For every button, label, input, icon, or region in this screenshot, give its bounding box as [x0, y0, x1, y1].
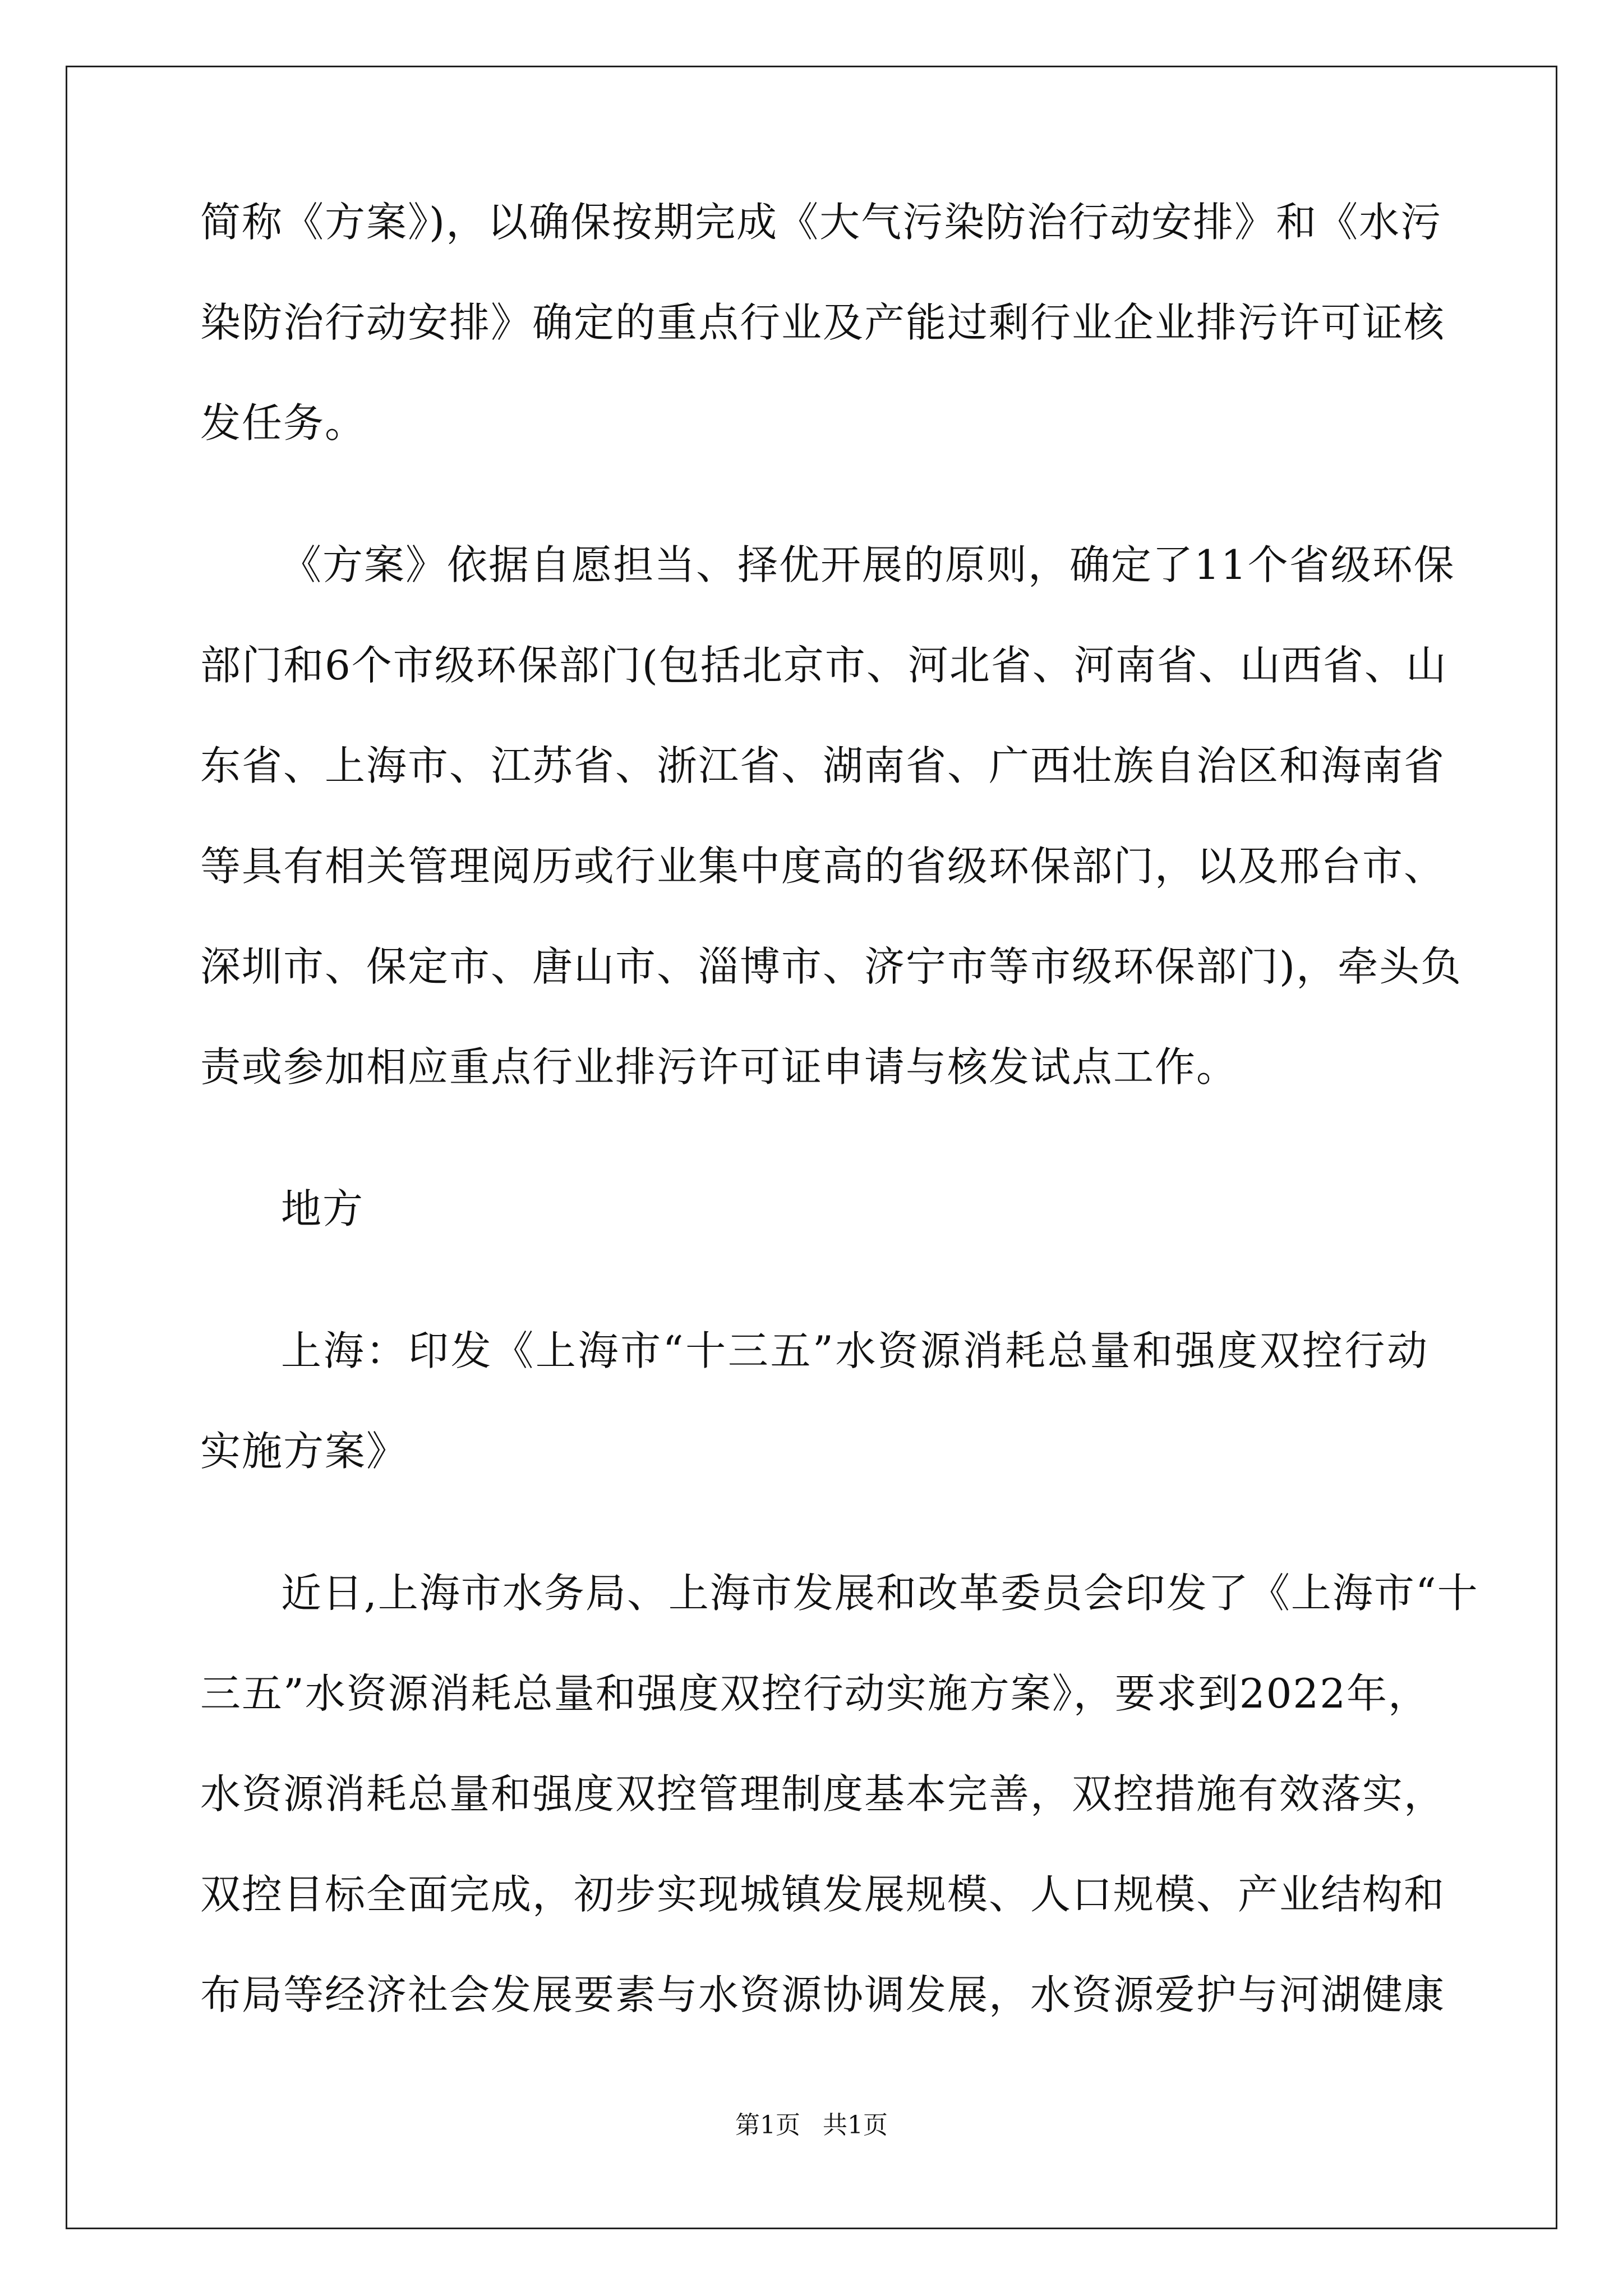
text-line: 责或参加相应重点行业排污许可证申请与核发试点工作。	[200, 1043, 1238, 1091]
text-line: 上海：印发《上海市“十三五”水资源消耗总量和强度双控行动	[281, 1327, 1428, 1374]
text-line: 发任务。	[200, 399, 367, 447]
text-line: 染防治行动安排》确定的重点行业及产能过剩行业企业排污许可证核	[200, 299, 1446, 346]
page-total: 共1页	[823, 2111, 888, 2139]
text-line: 东省、上海市、江苏省、浙江省、湖南省、广西壮族自治区和海南省	[200, 742, 1446, 789]
section-heading: 地方	[281, 1185, 365, 1232]
text-line: 双控目标全面完成，初步实现城镇发展规模、人口规模、产业结构和	[200, 1871, 1446, 1918]
page-footer	[0, 2113, 1623, 2138]
document-body	[200, 199, 1479, 2075]
text-line: 实施方案》	[200, 1428, 408, 1475]
text-line: 等具有相关管理阅历或行业集中度高的省级环保部门，以及邢台市、	[200, 843, 1446, 890]
text-line: 布局等经济社会发展要素与水资源协调发展，水资源爱护与河湖健康	[200, 1971, 1446, 2018]
text-line: 三五”水资源消耗总量和强度双控行动实施方案》，要求到2022年，	[200, 1670, 1430, 1717]
text-line: 水资源消耗总量和强度双控管理制度基本完善，双控措施有效落实，	[200, 1770, 1446, 1818]
page-number: 第1页	[735, 2111, 800, 2139]
text-line: 部门和6个市级环保部门(包括北京市、河北省、河南省、山西省、山	[200, 642, 1447, 689]
text-line: 简称《方案》)，以确保按期完成《大气污染防治行动安排》和《水污	[200, 199, 1442, 246]
text-line: 近日,上海市水务局、上海市发展和改革委员会印发了《上海市“十	[281, 1570, 1479, 1617]
text-line: 《方案》依据自愿担当、择优开展的原则，确定了11个省级环保	[281, 541, 1455, 588]
text-line: 深圳市、保定市、唐山市、淄博市、济宁市等市级环保部门)，牵头负	[200, 943, 1463, 990]
